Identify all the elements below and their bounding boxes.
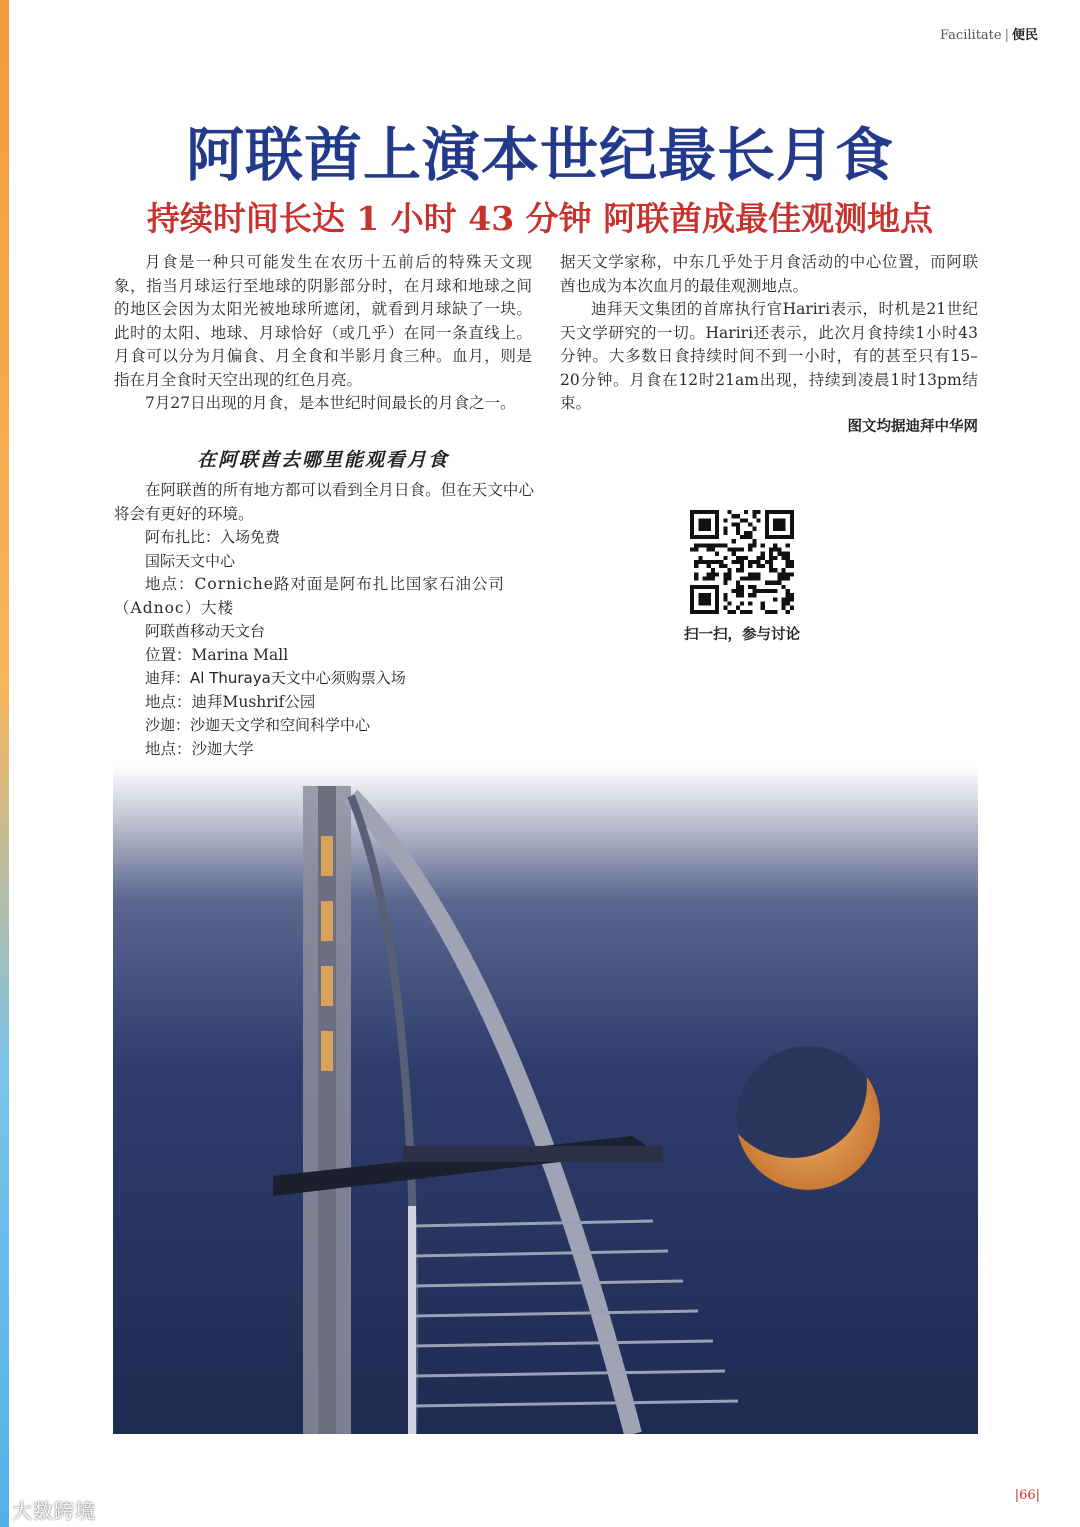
paragraph: 月食是一种只可能发生在农历十五前后的特殊天文现象，指当月球运行至地球的阴影部分时，在月球和地球之间的地区会因为太阳光被地球所遮闭，就看到月球缺了一块。此时的太阳、地球、月球恰好（或几乎）在同一条直线上。月食可以分为月偏食、月全食和半影月食三种。血月，则是指在月全食时天空出现的红色月亮。: [114, 253, 532, 389]
watermark: 大数跨境: [12, 1499, 96, 1523]
article-left-column: [114, 251, 532, 416]
locations-list: [114, 479, 534, 761]
paragraph: 迪拜天文集团的首席执行官Hariri表示，时机是21世纪天文学研究的一切。Hariri还表示，此次月食持续1小时43分钟。大多数日食持续时间不到一小时，有的甚至只有15–20分钟。月食在12时21am出现，持续到凌晨1时13pm结束。: [560, 300, 978, 412]
abu-dhabi-heading: 阿布扎比：入场免费: [145, 528, 281, 546]
article-right-column: [560, 251, 978, 439]
locations-heading: 在阿联酋去哪里能观看月食: [196, 449, 449, 471]
section-header: [940, 24, 1038, 43]
mobile-location: 位置：Marina Mall: [145, 645, 289, 664]
article-subtitle: 持续时间长达 1 小时 43 分钟 阿联酋成最佳观测地点: [146, 199, 934, 238]
qr-caption: 扫一扫，参与讨论: [684, 627, 800, 643]
section-name-en: Facilitate: [940, 28, 1002, 43]
qr-code-icon[interactable]: [690, 510, 794, 614]
eclipse-photo: [113, 766, 978, 1434]
mobile-observatory: 阿联酋移动天文台: [145, 622, 266, 640]
sharjah-heading: 沙迦：沙迦天文学和空间科学中心: [145, 716, 371, 734]
paragraph: 7月27日出现的月食，是本世纪时间最长的月食之一。: [145, 394, 516, 412]
section-separator: |: [1004, 28, 1009, 43]
locations-intro: 在阿联酋的所有地方都可以看到全月日食。但在天文中心将会有更好的环境。: [114, 481, 534, 523]
center-name: 国际天文中心: [145, 551, 236, 570]
paragraph: 据天文学家称，中东几乎处于月食活动的中心位置，而阿联酋也成为本次血月的最佳观测地点。: [560, 253, 978, 295]
article-title: 阿联酋上演本世纪最长月食: [185, 121, 894, 189]
dubai-heading: 迪拜：Al Thuraya天文中心须购票入场: [145, 669, 406, 687]
article-credit: 图文均据迪拜中华网: [847, 418, 978, 435]
dubai-location: 地点：迪拜Mushrif公园: [145, 692, 316, 711]
sharjah-location: 地点：沙迦大学: [145, 739, 254, 758]
page-number: |66|: [1014, 1488, 1040, 1503]
center-address: 地点：Corniche路对面是阿布扎比国家石油公司（Adnoc）大楼: [114, 575, 505, 617]
section-name-zh: 便民: [1011, 28, 1038, 43]
